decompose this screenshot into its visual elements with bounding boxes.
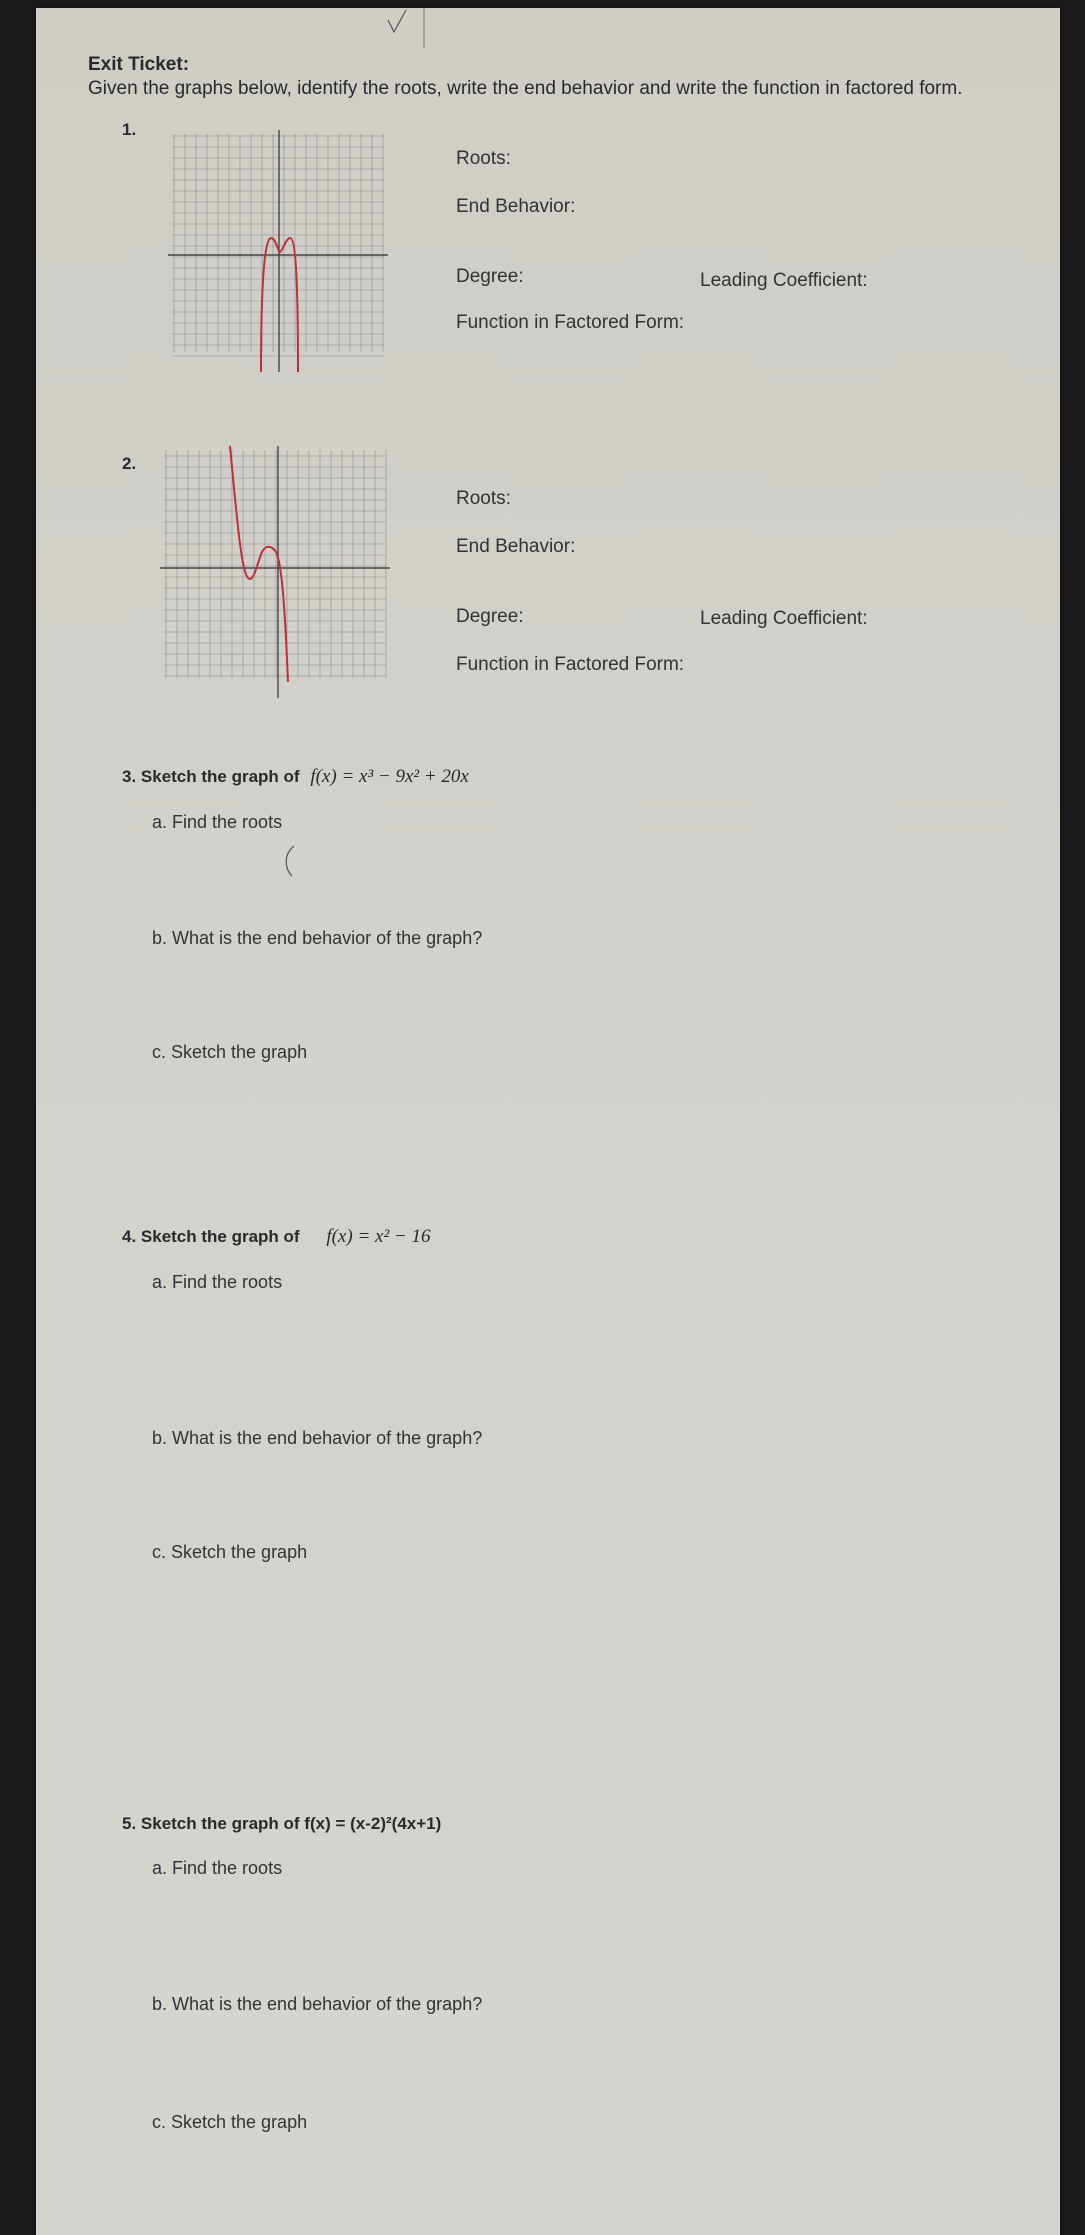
problem-4a: a. Find the roots: [152, 1272, 283, 1292]
problem-3c: c. Sketch the graph: [152, 1042, 308, 1062]
p2-degree-label: Degree:: [456, 606, 524, 627]
instructions: Given the graphs below, identify the roots, write the end behavior and write the function in factored form.: [88, 78, 963, 99]
p2-factored-form-label: Function in Factored Form:: [456, 654, 685, 675]
check-mark-icon: [348, 8, 438, 58]
worksheet-page: [36, 8, 1060, 2235]
page-title: Exit Ticket:: [88, 54, 190, 75]
p1-roots-label: Roots:: [456, 148, 511, 169]
problem-4-function: f(x) = x² − 16: [326, 1226, 431, 1247]
problem-1-graph: [168, 126, 388, 372]
p1-leading-coefficient-label: Leading Coefficient:: [700, 270, 868, 291]
p2-leading-coefficient-label: Leading Coefficient:: [700, 608, 868, 629]
p1-degree-label: Degree:: [456, 266, 524, 287]
problem-1-number: 1.: [122, 120, 137, 139]
problem-5b: b. What is the end behavior of the graph?: [152, 1994, 483, 2014]
p1-factored-form-label: Function in Factored Form:: [456, 312, 685, 333]
p2-end-behavior-label: End Behavior:: [456, 536, 576, 557]
problem-4b: b. What is the end behavior of the graph?: [152, 1428, 483, 1448]
problem-4c: c. Sketch the graph: [152, 1542, 308, 1562]
problem-2-curve: [230, 446, 288, 682]
problem-5a: a. Find the roots: [152, 1858, 283, 1878]
p2-roots-label: Roots:: [456, 488, 511, 509]
problem-5-prompt: 5. Sketch the graph of f(x) = (x-2)²(4x+1): [122, 1814, 442, 1833]
problem-4-prompt: 4. Sketch the graph of f(x) = x² − 16: [122, 1226, 431, 1247]
p1-end-behavior-label: End Behavior:: [456, 196, 576, 217]
problem-3-function: f(x) = x³ − 9x² + 20x: [310, 766, 469, 787]
pencil-stray-mark: [276, 842, 306, 882]
problem-3-prompt: 3. Sketch the graph of f(x) = x³ − 9x² + 20x: [122, 766, 469, 787]
problem-5c: c. Sketch the graph: [152, 2112, 308, 2132]
problem-2-graph: [160, 442, 390, 698]
problem-3b: b. What is the end behavior of the graph?: [152, 928, 483, 948]
problem-3a: a. Find the roots: [152, 812, 283, 832]
problem-2-number: 2.: [122, 454, 137, 473]
